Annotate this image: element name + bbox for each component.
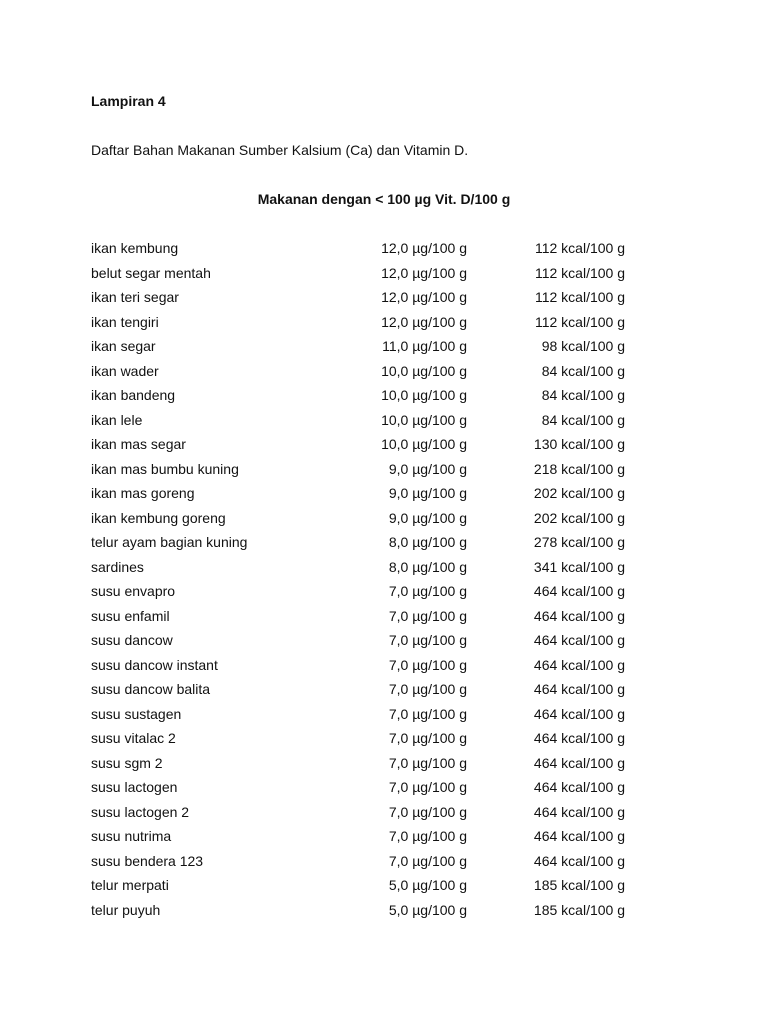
table-row: [91, 853, 625, 878]
energy-value: 84 kcal/100 g: [541, 387, 625, 403]
energy-value: 464 kcal/100 g: [533, 632, 625, 648]
vitamin-d-value: 5,0 µg/100 g: [388, 877, 467, 893]
food-name: ikan tengiri: [91, 313, 159, 330]
food-name: ikan mas bumbu kuning: [91, 460, 239, 477]
food-name: ikan kembung: [91, 240, 179, 256]
vitamin-d-value: 7,0 µg/100 g: [388, 705, 467, 722]
food-name: ikan mas goreng: [91, 485, 195, 501]
energy-value: 112 kcal/100 g: [534, 264, 625, 281]
energy-value: 464 kcal/100 g: [533, 583, 625, 599]
food-name: susu dancow instant: [91, 656, 218, 673]
vitamin-d-value: 8,0 µg/100 g: [388, 558, 467, 575]
energy-value: 464 kcal/100 g: [533, 779, 625, 795]
food-name: ikan mas segar: [91, 436, 186, 452]
energy-value: 218 kcal/100 g: [533, 460, 625, 477]
energy-value: 84 kcal/100 g: [541, 411, 625, 428]
energy-value: 185 kcal/100 g: [533, 901, 625, 918]
food-name: susu lactogen: [91, 779, 178, 795]
document-heading: Lampiran 4: [91, 93, 166, 109]
table-row: [91, 436, 625, 461]
table-row: [91, 804, 625, 829]
table-row: [91, 706, 625, 731]
table-title: Makanan dengan < 100 µg Vit. D/100 g: [257, 191, 511, 207]
vitamin-d-value: 7,0 µg/100 g: [388, 779, 467, 795]
food-name: telur puyuh: [91, 901, 161, 918]
vitamin-d-value: 7,0 µg/100 g: [388, 681, 467, 697]
vitamin-d-value: 12,0 µg/100 g: [381, 264, 467, 281]
food-name: susu envapro: [91, 583, 176, 599]
table-row: [91, 461, 625, 486]
document-subtitle: Daftar Bahan Makanan Sumber Kalsium (Ca) dan Vitamin D.: [91, 142, 469, 158]
food-name: ikan kembung goreng: [91, 509, 226, 526]
energy-value: 112 kcal/100 g: [534, 289, 625, 305]
food-name: susu dancow: [91, 632, 173, 648]
table-row: [91, 314, 625, 339]
table-row: [91, 583, 625, 608]
food-name: telur ayam bagian kuning: [91, 534, 248, 550]
table-row: [91, 265, 625, 290]
food-name: ikan lele: [91, 411, 143, 428]
vitamin-d-value: 7,0 µg/100 g: [388, 632, 467, 648]
energy-value: 185 kcal/100 g: [533, 877, 625, 893]
vitamin-d-value: 5,0 µg/100 g: [388, 901, 467, 918]
food-name: ikan wader: [91, 362, 159, 379]
table-row: [91, 681, 625, 706]
vitamin-d-value: 10,0 µg/100 g: [381, 436, 467, 452]
food-name: telur merpati: [91, 877, 169, 893]
table-row: [91, 363, 625, 388]
table-row: [91, 289, 625, 314]
table-row: [91, 534, 625, 559]
table-row: [91, 559, 625, 584]
food-name: ikan segar: [91, 338, 156, 354]
energy-value: 464 kcal/100 g: [533, 656, 625, 673]
energy-value: 112 kcal/100 g: [534, 313, 625, 330]
food-name: susu dancow balita: [91, 681, 211, 697]
vitamin-d-value: 12,0 µg/100 g: [381, 240, 467, 256]
energy-value: 202 kcal/100 g: [533, 509, 625, 526]
food-name: belut segar mentah: [91, 264, 211, 281]
food-name: susu sgm 2: [91, 754, 163, 771]
vitamin-d-value: 7,0 µg/100 g: [388, 656, 467, 673]
table-row: [91, 779, 625, 804]
vitamin-d-value: 12,0 µg/100 g: [381, 313, 467, 330]
vitamin-d-value: 7,0 µg/100 g: [388, 852, 467, 869]
food-table: [91, 240, 625, 926]
food-name: susu enfamil: [91, 607, 170, 624]
table-row: [91, 828, 625, 853]
table-row: [91, 877, 625, 902]
food-name: susu vitalac 2: [91, 730, 176, 746]
table-row: [91, 240, 625, 265]
table-row: [91, 902, 625, 927]
vitamin-d-value: 9,0 µg/100 g: [388, 509, 467, 526]
vitamin-d-value: 7,0 µg/100 g: [388, 607, 467, 624]
table-row: [91, 338, 625, 363]
vitamin-d-value: 10,0 µg/100 g: [381, 362, 467, 379]
energy-value: 84 kcal/100 g: [541, 362, 625, 379]
vitamin-d-value: 9,0 µg/100 g: [388, 485, 467, 501]
table-row: [91, 657, 625, 682]
vitamin-d-value: 7,0 µg/100 g: [388, 754, 467, 771]
vitamin-d-value: 12,0 µg/100 g: [381, 289, 467, 305]
energy-value: 464 kcal/100 g: [533, 730, 625, 746]
food-name: ikan teri segar: [91, 289, 179, 305]
energy-value: 464 kcal/100 g: [533, 681, 625, 697]
vitamin-d-value: 8,0 µg/100 g: [388, 534, 467, 550]
energy-value: 341 kcal/100 g: [533, 558, 625, 575]
food-name: susu lactogen 2: [91, 803, 190, 820]
vitamin-d-value: 9,0 µg/100 g: [388, 460, 467, 477]
table-row: [91, 387, 625, 412]
vitamin-d-value: 11,0 µg/100 g: [382, 338, 467, 354]
energy-value: 464 kcal/100 g: [533, 607, 625, 624]
energy-value: 464 kcal/100 g: [533, 803, 625, 820]
table-row: [91, 632, 625, 657]
energy-value: 464 kcal/100 g: [533, 828, 625, 844]
energy-value: 278 kcal/100 g: [533, 534, 625, 550]
vitamin-d-value: 10,0 µg/100 g: [381, 387, 467, 403]
energy-value: 464 kcal/100 g: [533, 705, 625, 722]
food-name: susu bendera 123: [91, 852, 204, 869]
food-name: susu sustagen: [91, 705, 182, 722]
vitamin-d-value: 7,0 µg/100 g: [388, 803, 467, 820]
table-row: [91, 412, 625, 437]
energy-value: 130 kcal/100 g: [533, 436, 625, 452]
food-name: ikan bandeng: [91, 387, 176, 403]
vitamin-d-value: 7,0 µg/100 g: [388, 583, 467, 599]
energy-value: 464 kcal/100 g: [533, 852, 625, 869]
vitamin-d-value: 10,0 µg/100 g: [381, 411, 467, 428]
energy-value: 112 kcal/100 g: [534, 240, 625, 256]
table-row: [91, 485, 625, 510]
energy-value: 98 kcal/100 g: [541, 338, 625, 354]
food-name: susu nutrima: [91, 828, 172, 844]
table-row: [91, 510, 625, 535]
energy-value: 202 kcal/100 g: [533, 485, 625, 501]
food-name: sardines: [91, 558, 144, 575]
table-row: [91, 608, 625, 633]
table-row: [91, 755, 625, 780]
vitamin-d-value: 7,0 µg/100 g: [388, 730, 467, 746]
table-row: [91, 730, 625, 755]
energy-value: 464 kcal/100 g: [533, 754, 625, 771]
vitamin-d-value: 7,0 µg/100 g: [388, 828, 467, 844]
